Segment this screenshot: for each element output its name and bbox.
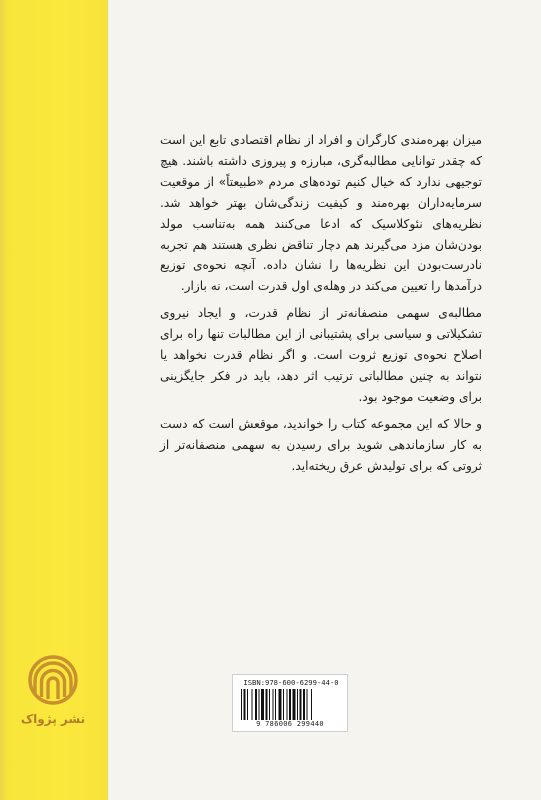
barcode-bars bbox=[241, 689, 339, 720]
barcode-number: 9 786006 299440 bbox=[256, 720, 324, 728]
blurb-paragraph-2: مطالبه‌ی سهمی منصفانه‌تر از نظام قدرت، و ایجاد نیروی تشکیلاتی و سیاسی برای پشتیبانی از این مطالبات تنها راه برای اصلاح نحوه‌ی توزیع ثروت است. و اگر نظام قدرت نخواهد یا نتواند به چنین مطالباتی ترتیب اثر دهد، باید در فکر جایگزینی برای وضعیت موجود بود. bbox=[160, 306, 482, 404]
blurb-paragraph-3: و حالا که این مجموعه کتاب را خواندید، موقعش است که دست به کار سازماندهی شوید برای رسیدن به سهمی منصفانه‌تر از ثروتی که برای تولیدش عرق ریخته‌اید. bbox=[160, 416, 482, 473]
publisher-name: نشر پژواک bbox=[20, 712, 86, 726]
isbn-barcode bbox=[232, 674, 348, 732]
publisher-logo-icon bbox=[28, 650, 78, 710]
spine-shadow bbox=[0, 0, 8, 800]
isbn-label: ISBN:978-600-6299-44-0 bbox=[243, 678, 339, 687]
blurb-paragraph-1: میزان بهره‌مندی کارگران و افراد از نظام اقتصادی تابع این است که چقدر توانایی مطالبه‌گری، مبارزه و پیروزی داشته باشند. هیچ توجیهی ندارد که خیال کنیم توده‌های مردم «طبیعتاً» از موقعیت سرمایه‌داران بهره‌مند و کیفیت زندگی‌شان بهتر خواهد شد. نظریه‌های نئوکلاسیک که ادعا می‌کنند همه به‌تناسب مولد بودن‌شان مزد می‌گیرند هم دچار تناقض نظری هستند هم تجربه نادرست‌بودن این نظریه‌ها را نشان داده. آنچه نحوه‌ی توزیع درآمدها را تعیین می‌کند در وهله‌ی اول قدرت است، نه بازار. bbox=[160, 133, 482, 294]
back-cover-blurb bbox=[160, 130, 482, 483]
